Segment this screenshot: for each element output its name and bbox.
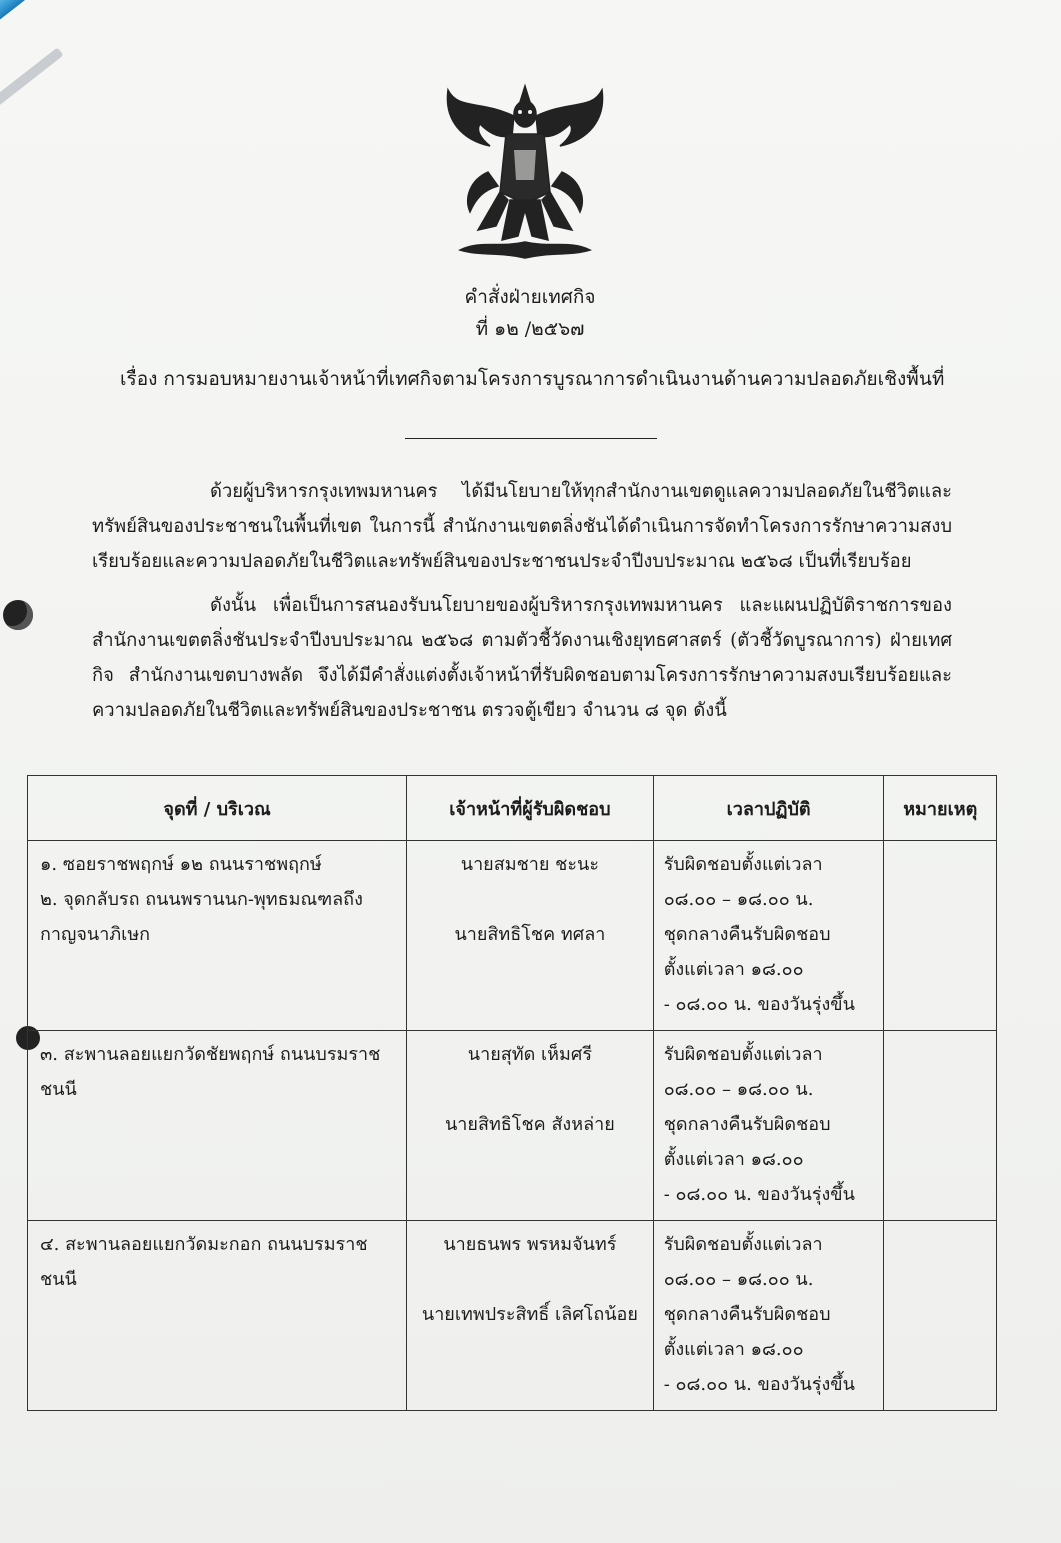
time-text: ตั้งแต่เวลา ๑๘.๐๐	[663, 1149, 804, 1170]
pen-object	[0, 0, 104, 30]
subject-line: เรื่อง การมอบหมายงานเจ้าหน้าที่เทศกิจตามโครงการบูรณาการดำเนินงานด้านความปลอดภัยเชิงพื้นที่	[120, 368, 945, 390]
location-text: ๓. สะพานลอยแยกวัดชัยพฤกษ์ ถนนบรมราช	[40, 1044, 381, 1065]
location-cell	[28, 1221, 407, 1411]
time-cell	[653, 1221, 884, 1411]
time-text: ๐๘.๐๐ – ๑๘.๐๐ น.	[663, 1269, 814, 1290]
location-cell	[28, 841, 407, 1031]
time-text: ๐๘.๐๐ – ๑๘.๐๐ น.	[663, 889, 814, 910]
location-text: ชนนี	[40, 1269, 77, 1290]
table-row	[28, 1031, 997, 1221]
table-row	[28, 841, 997, 1031]
location-text: ๑. ซอยราชพฤกษ์ ๑๒ ถนนราชพฤกษ์	[40, 854, 322, 875]
time-text: - ๐๘.๐๐ น. ของวันรุ่งขึ้น	[663, 1374, 855, 1395]
time-text: ตั้งแต่เวลา ๑๘.๐๐	[663, 1339, 804, 1360]
remark-cell	[884, 1031, 997, 1221]
time-text: ๐๘.๐๐ – ๑๘.๐๐ น.	[663, 1079, 814, 1100]
remark-cell	[884, 841, 997, 1031]
order-number: ที่ ๑๒ /๒๕๖๗	[475, 318, 585, 340]
time-text: ชุดกลางคืนรับผิดชอบ	[663, 1114, 831, 1135]
punch-hole	[3, 600, 33, 630]
paragraph-1-text: ด้วยผู้บริหารกรุงเทพมหานคร ได้มีนโยบายให้ทุกสำนักงานเขตดูแลความปลอดภัยในชีวิตและทรัพย์สินของประชาชนในพื้นที่เขต ในการนี้ สำนักงานเขตตลิ่งชันได้ดำเนินการจัดทำโครงการรักษาความสงบเรียบร้อยและความปลอดภัยในชีวิตและทรัพย์สินของประชาชนประจำปีงบประมาณ ๒๕๖๘ เป็นที่เรียบร้อย	[92, 481, 952, 572]
table-header-row	[28, 776, 997, 841]
table-row	[28, 1221, 997, 1411]
time-cell	[653, 841, 884, 1031]
time-text: ชุดกลางคืนรับผิดชอบ	[663, 1304, 831, 1325]
time-text: - ๐๘.๐๐ น. ของวันรุ่งขึ้น	[663, 994, 855, 1015]
time-text: รับผิดชอบตั้งแต่เวลา	[663, 854, 823, 875]
paper-clip	[0, 47, 64, 110]
location-text: ๔. สะพานลอยแยกวัดมะกอก ถนนบรมราช	[40, 1234, 368, 1255]
header-remark: หมายเหตุ	[884, 776, 997, 841]
officer-name: นายสมชาย ชะนะ	[460, 854, 600, 875]
location-text: ชนนี	[40, 1079, 77, 1100]
divider	[405, 438, 657, 439]
location-text: กาญจนาภิเษก	[40, 924, 151, 945]
officer-name: นายสิทธิโชค ทศลา	[454, 924, 606, 945]
remark-cell	[884, 1221, 997, 1411]
assignment-table	[27, 775, 997, 1411]
officer-cell	[407, 1031, 654, 1221]
officer-cell	[407, 1221, 654, 1411]
time-text: รับผิดชอบตั้งแต่เวลา	[663, 1044, 823, 1065]
order-title: คำสั่งฝ่ายเทศกิจ	[464, 286, 596, 308]
time-text: - ๐๘.๐๐ น. ของวันรุ่งขึ้น	[663, 1184, 855, 1205]
time-text: ชุดกลางคืนรับผิดชอบ	[663, 924, 831, 945]
header-time: เวลาปฏิบัติ	[653, 776, 884, 841]
header-officer: เจ้าหน้าที่ผู้รับผิดชอบ	[407, 776, 654, 841]
officer-name: นายสิทธิโชค สังหล่าย	[445, 1114, 615, 1135]
paragraph-2	[92, 588, 952, 728]
garuda-emblem	[440, 80, 610, 265]
time-text: รับผิดชอบตั้งแต่เวลา	[663, 1234, 823, 1255]
time-cell	[653, 1031, 884, 1221]
officer-name: นายสุทัด เห็มศรี	[467, 1044, 592, 1065]
header-location: จุดที่ / บริเวณ	[28, 776, 407, 841]
location-text: ๒. จุดกลับรถ ถนนพรานนก-พุทธมณฑลถึง	[40, 889, 363, 910]
paragraph-1	[92, 474, 952, 579]
officer-cell	[407, 841, 654, 1031]
paragraph-2-text: ดังนั้น เพื่อเป็นการสนองรับนโยบายของผู้บริหารกรุงเทพมหานคร และแผนปฏิบัติราชการของสำนักงานเขตตลิ่งชันประจำปีงบประมาณ ๒๕๖๘ ตามตัวชี้วัดงานเชิงยุทธศาสตร์ (ตัวชี้วัดบูรณาการ) ฝ่ายเทศกิจ สำนักงานเขตบางพลัด จึงได้มีคำสั่งแต่งตั้งเจ้าหน้าที่รับผิดชอบตามโครงการรักษาความสงบเรียบร้อยและความปลอดภัยในชีวิตและทรัพย์สินของประชาชน ตรวจตู้เขียว จำนวน ๘ จุด ดังนี้	[92, 595, 952, 721]
time-text: ตั้งแต่เวลา ๑๘.๐๐	[663, 959, 804, 980]
officer-name: นายธนพร พรหมจันทร์	[443, 1234, 617, 1255]
officer-name: นายเทพประสิทธิ์ เลิศโถน้อย	[421, 1304, 638, 1325]
location-cell	[28, 1031, 407, 1221]
